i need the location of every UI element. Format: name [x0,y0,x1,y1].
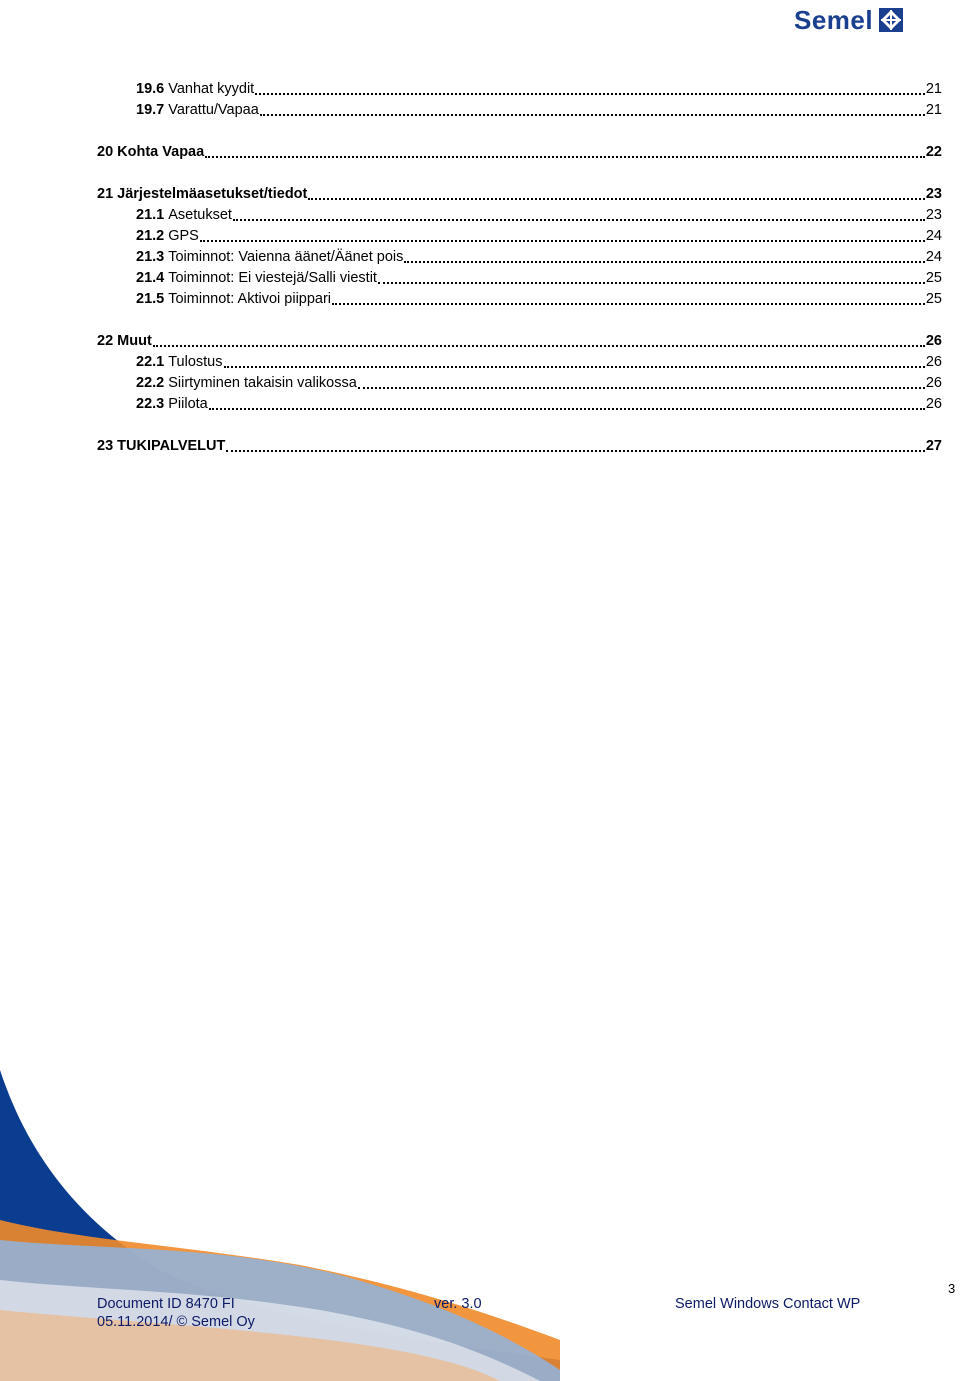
table-of-contents [97,79,942,457]
toc-entry[interactable] [97,142,942,163]
toc-entry-number: 22.2 [136,375,165,391]
decorative-swoosh [0,1070,960,1381]
toc-entry-number: 19.6 [136,81,165,97]
toc-entry-page: 26 [925,333,942,349]
toc-entry-title: GPS [168,228,199,244]
semel-logo [794,4,903,36]
toc-entry-page: 23 [925,186,942,202]
toc-entry-number: 22.3 [136,396,165,412]
toc-entry-page: 25 [925,270,942,286]
toc-leader-dots [200,240,925,242]
toc-leader-dots [224,366,925,368]
toc-entry[interactable] [97,184,942,205]
toc-leader-dots [153,345,925,347]
toc-entry-title: Vanhat kyydit [168,81,255,97]
toc-entry-page: 26 [925,354,942,370]
toc-leader-dots [205,156,925,158]
toc-entry-number: 21.1 [136,207,165,223]
toc-leader-dots [378,282,925,284]
toc-entry-title: 21 Järjestelmäasetukset/tiedot [97,186,308,202]
toc-entry-page: 21 [925,102,942,118]
toc-entry-page: 23 [925,207,942,223]
toc-entry[interactable] [97,331,942,352]
toc-entry[interactable] [97,100,942,121]
toc-leader-dots [209,408,925,410]
page-number: 3 [948,1281,956,1296]
toc-leader-dots [308,198,925,200]
toc-entry-title: Toiminnot: Aktivoi piippari [168,291,332,307]
toc-entry-title: 22 Muut [97,333,152,349]
toc-entry-number: 19.7 [136,102,165,118]
toc-leader-dots [255,93,925,95]
toc-entry-page: 26 [925,375,942,391]
toc-entry[interactable] [97,394,942,415]
toc-entry-number: 21.3 [136,249,165,265]
toc-entry-number: 21.4 [136,270,165,286]
toc-entry-page: 22 [925,144,942,160]
toc-entry-page: 21 [925,81,942,97]
toc-entry-title: Varattu/Vapaa [168,102,259,118]
toc-entry-title: 23 TUKIPALVELUT [97,438,226,454]
semel-logo-mark-icon [879,8,903,32]
toc-entry-title: Piilota [168,396,208,412]
toc-entry[interactable] [97,79,942,100]
toc-leader-dots [226,450,924,452]
toc-leader-dots [260,114,925,116]
toc-entry[interactable] [97,352,942,373]
toc-entry[interactable] [97,205,942,226]
toc-entry-page: 27 [925,438,942,454]
toc-entry-title: 20 Kohta Vapaa [97,144,205,160]
toc-leader-dots [233,219,925,221]
footer-date-copyright: 05.11.2014/ © Semel Oy [97,1314,255,1330]
toc-entry-title: Asetukset [168,207,232,223]
toc-leader-dots [358,387,925,389]
toc-entry-number: 21.5 [136,291,165,307]
toc-entry[interactable] [97,373,942,394]
logo-text: Semel [794,4,874,35]
toc-entry-number: 22.1 [136,354,165,370]
toc-entry-number: 21.2 [136,228,165,244]
toc-entry-page: 24 [925,249,942,265]
toc-leader-dots [404,261,925,263]
toc-entry[interactable] [97,289,942,310]
toc-entry[interactable] [97,436,942,457]
toc-entry-page: 24 [925,228,942,244]
toc-entry-title: Toiminnot: Vaienna äänet/Äänet pois [168,249,404,265]
footer-document-id: Document ID 8470 FI [97,1296,235,1312]
toc-entry-title: Toiminnot: Ei viestejä/Salli viestit [168,270,377,286]
toc-entry[interactable] [97,226,942,247]
toc-entry-page: 26 [925,396,942,412]
toc-entry-title: Tulostus [168,354,223,370]
footer-product-name: Semel Windows Contact WP [675,1296,861,1312]
toc-entry-page: 25 [925,291,942,307]
footer-version: ver. 3.0 [434,1296,482,1312]
toc-entry-title: Siirtyminen takaisin valikossa [168,375,357,391]
toc-entry[interactable] [97,268,942,289]
toc-leader-dots [332,303,925,305]
toc-entry[interactable] [97,247,942,268]
